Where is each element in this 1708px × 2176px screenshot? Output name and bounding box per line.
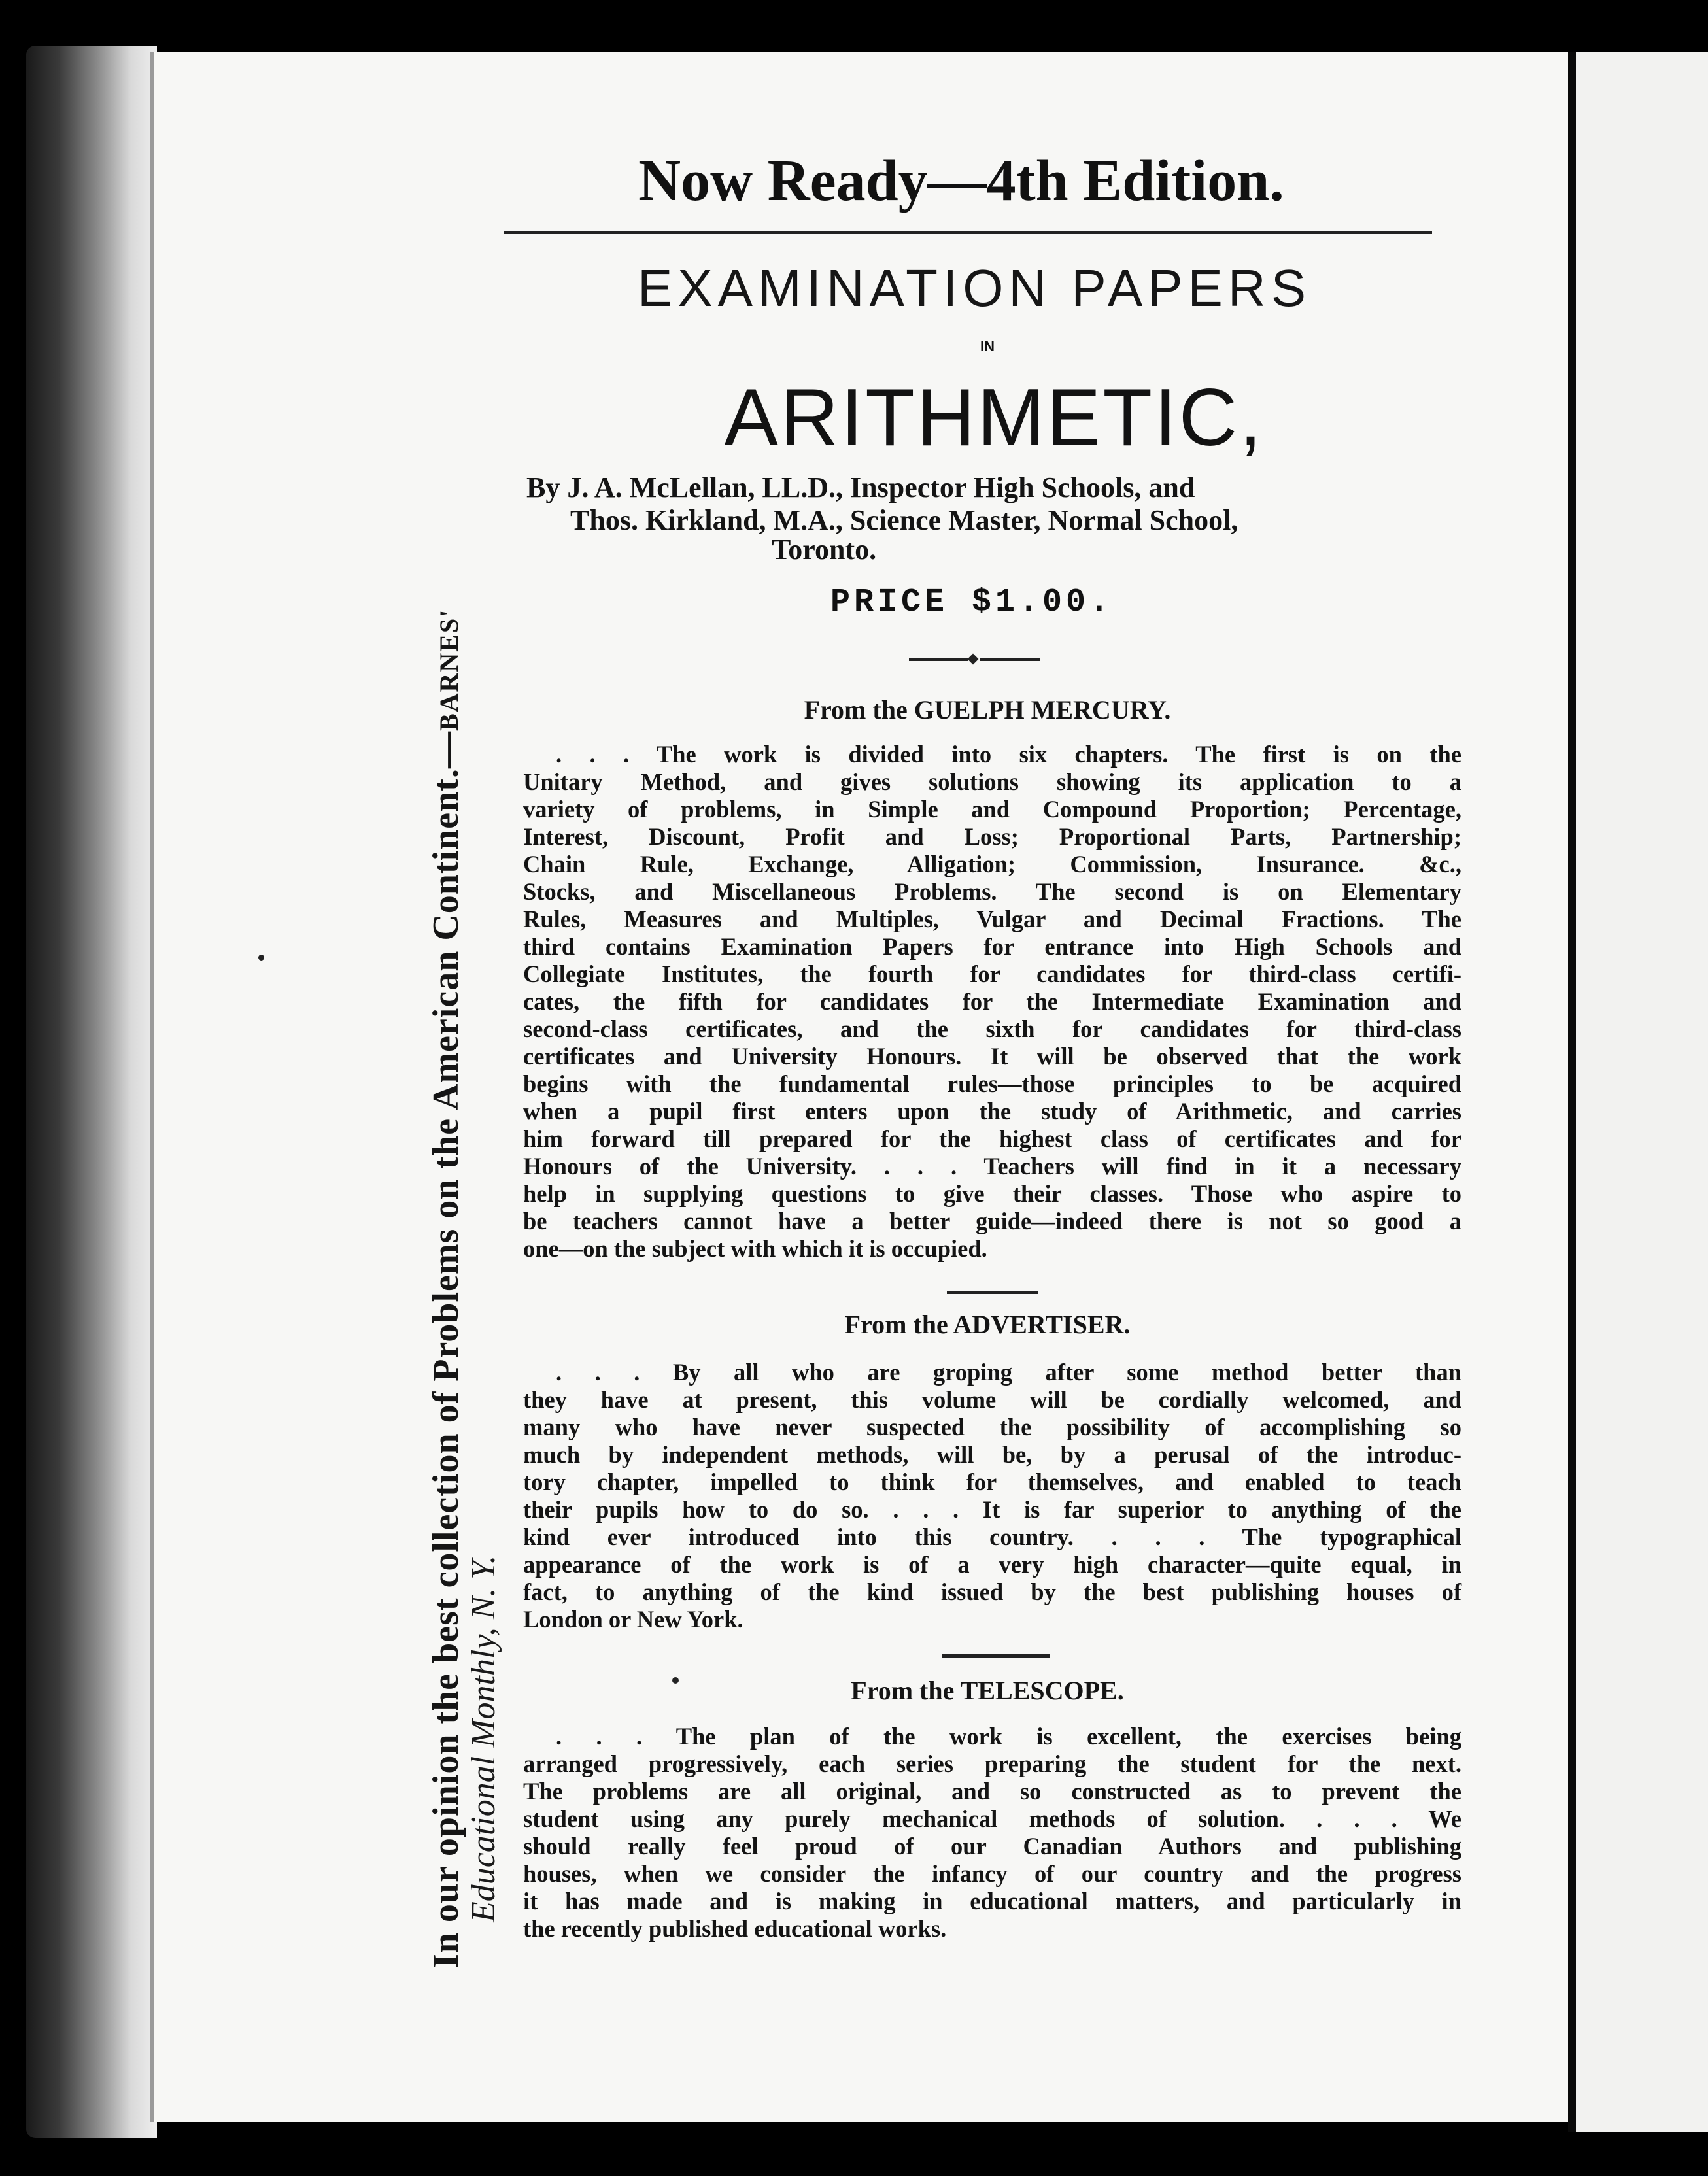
sidebar-quote-attribution: BARNES'	[434, 608, 464, 732]
review-line: The problems are all original, and so constructed as to prevent the	[523, 1778, 1461, 1805]
review-line: variety of problems, in Simple and Compound Proportion; Percentage,	[523, 796, 1461, 823]
review-line: when a pupil first enters upon the study of Arithmetic, and carries	[523, 1098, 1461, 1125]
review-line: Rules, Measures and Multiples, Vulgar and Decimal Fractions. The	[523, 906, 1461, 932]
review-line: should really feel proud of our Canadian Authors and publishing	[523, 1833, 1461, 1860]
author-line: Toronto.	[772, 534, 877, 566]
review-line: kind ever introduced into this country. . . . The typographical	[523, 1523, 1461, 1550]
review-line: Honours of the University. . . . Teachers will find in it a necessary	[523, 1153, 1461, 1180]
sidebar-quote-text: In our opinion the best collection of Problems on the American Continent.—	[426, 731, 466, 1968]
review-line: London or New York.	[523, 1606, 743, 1633]
author-line: By J. A. McLellan, LL.D., Inspector High Schools, and	[526, 471, 1195, 503]
review-line: fact, to anything of the kind issued by the best publishing houses of	[523, 1578, 1461, 1605]
author-line: Thos. Kirkland, M.A., Science Master, Normal School,	[570, 504, 1238, 536]
review-line: Collegiate Institutes, the fourth for candidates for third-class certifi-	[523, 960, 1461, 987]
review-line: their pupils how to do so. . . . It is far superior to anything of the	[523, 1496, 1461, 1523]
review-source-heading: From the ADVERTISER.	[844, 1310, 1131, 1339]
review-line: much by independent methods, will be, by a perusal of the introduc-	[523, 1441, 1461, 1468]
review-source-heading: From the GUELPH MERCURY.	[804, 695, 1171, 724]
header-rule	[504, 231, 1432, 234]
review-line: certificates and University Honours. It will be observed that the work	[523, 1043, 1461, 1070]
review-line: . . . The plan of the work is excellent, the exercises being	[556, 1723, 1461, 1750]
review-line: many who have never suspected the possibility of accomplishing so	[523, 1414, 1461, 1440]
review-paragraph	[523, 1359, 1461, 1633]
review-line: the recently published educational works.	[523, 1915, 947, 1942]
title-examination-papers: EXAMINATION PAPERS	[637, 259, 1312, 317]
price: PRICE $1.00.	[830, 584, 1114, 621]
review-line: cates, the fifth for candidates for the Intermediate Examination and	[523, 988, 1461, 1015]
review-line: arranged progressively, each series preparing the student for the next.	[523, 1750, 1461, 1777]
review-line: . . . By all who are groping after some method better than	[556, 1359, 1461, 1386]
review-line: third contains Examination Papers for entrance into High Schools and	[523, 933, 1461, 960]
title-arithmetic: ARITHMETIC,	[724, 373, 1264, 463]
title-connector: IN	[980, 338, 995, 354]
review-paragraph	[523, 1723, 1461, 1943]
review-line: one—on the subject with which it is occupied.	[523, 1235, 987, 1262]
review-source-heading: From the TELESCOPE.	[851, 1676, 1124, 1705]
next-page-edge	[1576, 52, 1708, 2132]
review-line: tory chapter, impelled to think for themselves, and enabled to teach	[523, 1469, 1461, 1495]
edition-banner: Now Ready—4th Edition.	[638, 148, 1284, 213]
review-line: be teachers cannot have a better guide—indeed there is not so good a	[523, 1208, 1461, 1234]
review-line: begins with the fundamental rules—those principles to be acquired	[523, 1070, 1461, 1097]
page-gutter	[1568, 52, 1576, 2132]
review-line: student using any purely mechanical methods of solution. . . . We	[523, 1805, 1461, 1832]
book-edge	[26, 46, 157, 2138]
review-line: Chain Rule, Exchange, Alligation; Commission, Insurance. &c.,	[523, 851, 1461, 877]
ink-speck	[258, 955, 264, 960]
review-line: appearance of the work is of a very high character—quite equal, in	[523, 1551, 1461, 1578]
review-line: they have at present, this volume will be cordially welcomed, and	[523, 1386, 1461, 1413]
review-line: houses, when we consider the infancy of our country and the progress	[523, 1860, 1461, 1887]
sidebar-citation: Educational Monthly, N. Y.	[465, 1555, 502, 1922]
review-line: Stocks, and Miscellaneous Problems. The second is on Elementary	[523, 878, 1461, 905]
sidebar-quote	[425, 609, 467, 1968]
section-divider	[942, 1654, 1050, 1658]
review-line: it has made and is making in educational matters, and particularly in	[523, 1888, 1461, 1914]
ornament-divider	[909, 655, 1040, 664]
review-line: help in supplying questions to give their classes. Those who aspire to	[523, 1180, 1461, 1207]
section-divider	[947, 1291, 1038, 1294]
review-line: Unitary Method, and gives solutions showing its application to a	[523, 768, 1461, 795]
review-line: him forward till prepared for the highest class of certificates and for	[523, 1125, 1461, 1152]
review-paragraph	[523, 741, 1461, 1263]
review-line: . . . The work is divided into six chapters. The first is on the	[556, 741, 1461, 768]
review-line: second-class certificates, and the sixth for candidates for third-class	[523, 1015, 1461, 1042]
review-line: Interest, Discount, Profit and Loss; Proportional Parts, Partnership;	[523, 823, 1461, 850]
